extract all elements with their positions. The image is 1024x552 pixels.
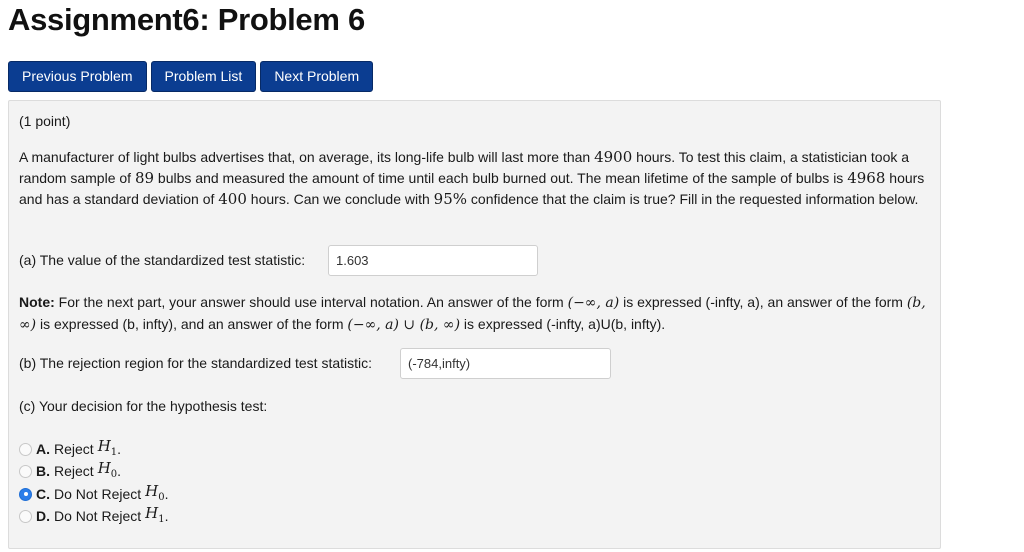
- std-dev-value: 400: [218, 190, 247, 208]
- option-text: Reject: [54, 463, 94, 480]
- problem-panel: [8, 100, 941, 549]
- math-form-2: (b, ∞): [19, 295, 926, 333]
- hypothesis-symbol: $H_0$: [97, 459, 118, 481]
- option-b[interactable]: [19, 461, 169, 484]
- option-period: .: [117, 440, 122, 457]
- hypothesis-symbol: $H_1$: [97, 436, 118, 458]
- note-label: Note:: [19, 294, 55, 310]
- option-letter: C.: [36, 485, 50, 502]
- hypothesis-symbol: $H_1$: [145, 504, 165, 526]
- statement-text: bulbs and measured the amount of time until each bulb burned out. The mean lifetime of the sample of bulbs is: [154, 170, 848, 186]
- option-text: Do Not Reject: [54, 485, 142, 502]
- problem-statement: [19, 147, 931, 210]
- part-a-label: (a) The value of the standardized test statistic:: [19, 252, 306, 268]
- rejection-region-input[interactable]: [400, 348, 611, 379]
- option-a-radio[interactable]: [19, 443, 32, 456]
- problem-points: (1 point): [19, 113, 71, 129]
- option-letter: B.: [36, 463, 50, 480]
- part-c-label: (c) Your decision for the hypothesis test:: [19, 398, 268, 414]
- statement-text: hours. To test this claim, a statistician took a random sample of: [19, 149, 910, 186]
- option-b-radio[interactable]: [19, 465, 32, 478]
- option-d[interactable]: [19, 506, 169, 529]
- math-form-1: (−∞, a): [567, 295, 620, 311]
- hypothesis-symbol: $H_0$: [145, 481, 165, 503]
- note-text: is expressed (-infty, a), an answer of the form: [619, 294, 907, 310]
- option-period: .: [164, 508, 169, 525]
- option-text: Reject: [54, 440, 94, 457]
- note-text: For the next part, your answer should use interval notation. An answer of the form: [54, 294, 568, 310]
- claim-hours-value: 4900: [594, 148, 633, 166]
- option-period: .: [164, 485, 169, 502]
- next-problem-button[interactable]: Next Problem: [260, 61, 373, 92]
- previous-problem-button[interactable]: Previous Problem: [8, 61, 147, 92]
- statement-text: hours. Can we conclude with: [246, 191, 434, 207]
- note-text: is expressed (b, infty), and an answer of the form: [36, 316, 348, 332]
- page-title: Assignment6: Problem 6: [8, 2, 365, 37]
- confidence-value: 95%: [433, 190, 468, 208]
- statement-text: A manufacturer of light bulbs advertises that, on average, its long-life bulb will last more than: [19, 149, 595, 165]
- option-text: Do Not Reject: [54, 508, 142, 525]
- option-c[interactable]: [19, 483, 169, 506]
- statement-text: confidence that the claim is true? Fill in the requested information below.: [467, 191, 919, 207]
- option-a[interactable]: [19, 438, 169, 461]
- note-text: is expressed (-infty, a)U(b, infty).: [460, 316, 666, 332]
- interval-notation-note: [19, 292, 934, 336]
- option-d-radio[interactable]: [19, 510, 32, 523]
- part-b-label: (b) The rejection region for the standardized test statistic:: [19, 355, 373, 371]
- statement-text: hours and has a standard deviation of: [19, 170, 925, 207]
- option-period: .: [117, 463, 122, 480]
- option-letter: D.: [36, 508, 50, 525]
- math-form-3: (−∞, a) ∪ (b, ∞): [347, 317, 461, 333]
- test-statistic-input[interactable]: [328, 245, 538, 276]
- problem-list-button[interactable]: Problem List: [151, 61, 257, 92]
- option-letter: A.: [36, 440, 50, 457]
- option-c-radio[interactable]: [19, 488, 32, 501]
- decision-options: [19, 438, 169, 528]
- sample-mean-value: 4968: [847, 169, 886, 187]
- problem-navigation: [8, 61, 373, 92]
- sample-size-value: 89: [134, 169, 155, 187]
